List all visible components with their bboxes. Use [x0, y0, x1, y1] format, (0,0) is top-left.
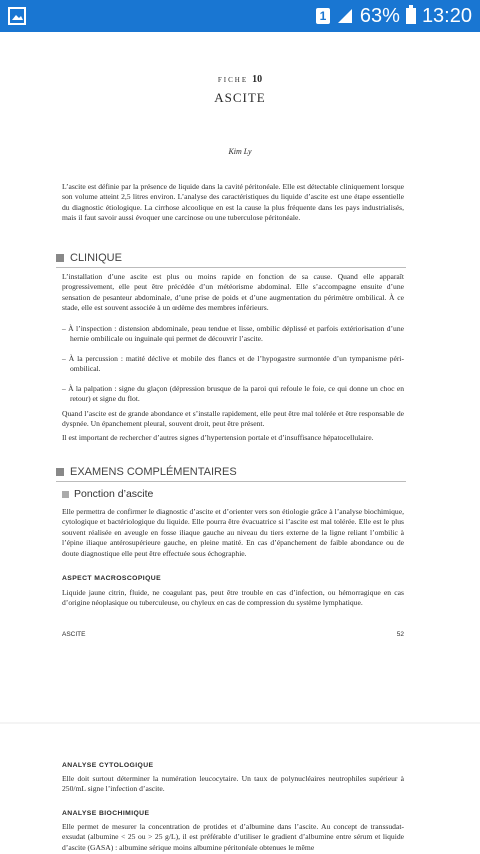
page-number: 52	[396, 631, 404, 638]
bullet-inspection: – À l’inspection : distension abdominale, peau tendue et lisse, ombilic déplissé et parfois extériorisation d’une hernie ombilicale ou inguinale qui permet de découvrir l’ascite.	[62, 324, 404, 344]
aspect-heading: ASPECT MACROSCOPIQUE	[62, 575, 162, 582]
gallery-icon	[8, 7, 26, 25]
bullet-percussion: – À la percussion : matité déclive et mobile des flancs et de l’hypogastre surmontée d’un tympanisme péri-ombilical.	[62, 354, 404, 374]
document-page[interactable]	[0, 32, 480, 722]
page-title: ASCITE	[214, 90, 266, 105]
signal-icon	[336, 8, 354, 24]
battery-icon	[406, 8, 416, 24]
bio-heading: ANALYSE BIOCHIMIQUE	[62, 810, 150, 817]
cyto-paragraph: Elle doit surtout déterminer la numération leucocytaire. Un taux de polynucléaires neutrophiles supérieur à 250/mL signe l’infection d’ascite.	[62, 774, 404, 794]
author: Kim Ly	[228, 147, 252, 156]
clinique-paragraph: L’installation d’une ascite est plus ou moins rapide en fonction de sa cause. Quand elle apparaît progressivement, elle peut être précédée d’un météorisme abdominal. Elle s’accompagne ensuite d’une sensation de pesanteur abdominale, d’une prise de poids et d’une augmentation du périmètre ombilical. À ce stade, elle est souvent associée à un œdème des membres inférieurs.	[62, 272, 404, 313]
section-examens: EXAMENS COMPLÉMENTAIRES	[56, 466, 237, 478]
clock: 13:20	[421, 4, 472, 27]
intro-paragraph: L’ascite est définie par la présence de liquide dans la cavité péritonéale. Elle est détectable cliniquement lorsque son volume atteint 2,5 litres environ. L’analyse des caractéristiques du liquide d’ascite est une étape essentielle du diagnostic étiologique. La cirrhose alcoolique en est la cause la plus fréquente dans les pays industrialisés, mais il faut savoir aussi évoquer une carcinose ou une tuberculose péritonéale.	[62, 182, 404, 223]
clinique-paragraph-3: Il est important de rechercher d’autres signes d’hypertension portale et d’insuffisance hépatocellulaire.	[62, 433, 374, 442]
battery-percent: 63%	[359, 4, 400, 27]
document-page-2[interactable]	[0, 724, 480, 854]
sim-icon: 1	[316, 8, 330, 24]
cyto-heading: ANALYSE CYTOLOGIQUE	[62, 762, 154, 769]
subsection-ponction: Ponction d’ascite	[62, 488, 153, 500]
page-footer	[62, 631, 404, 638]
status-bar	[0, 0, 480, 32]
bullet-palpation: – À la palpation : signe du glaçon (dépression brusque de la paroi qui refoule le foie, ce qui donne un choc en retour) et signe du flot.	[62, 384, 404, 404]
bio-paragraph: Elle permet de mesurer la concentration de protides et d’albumine dans l’ascite. Au concept de transsudat-exsudat (albumine < 25 ou > 25 g/L), il est préférable d’utiliser le gradient d’albumine entre sérum et liquide d’ascite (GASA) : albumine sérique moins albumine péritonéale obtenues le même	[62, 822, 404, 852]
section-clinique: CLINIQUE	[56, 252, 122, 264]
ponction-paragraph: Elle permettra de confirmer le diagnostic d’ascite et d’orienter vers son étiologie grâce à l’analyse biochimique, cytologique et bactériologique du liquide. Elle pourra être évacuatrice si l’ascite est mal tolérée. Elle est le plus souvent réalisée en aveugle en fosse iliaque gauche au niveau du tiers externe de la ligne reliant l’ombilic à l’épine iliaque antérosupérieure gauche, en pleine matité. En cas d’épanchement de faible abondance ou de doute diagnostique elle peut être effectuée sous échographie.	[62, 507, 404, 558]
footer-left: ASCITE	[62, 631, 86, 638]
aspect-paragraph: Liquide jaune citrin, fluide, ne coagulant pas, peut être trouble en cas d’infection, ou hémorragique en cas d’origine néoplasique ou tuberculeuse, ou chyleux en cas de compression du système lymphatique.	[62, 588, 404, 608]
fiche-label: FICHE 10	[217, 74, 263, 85]
clinique-paragraph-2: Quand l’ascite est de grande abondance et s’installe rapidement, elle peut être mal tolérée et être responsable de dyspnée. Un épanchement pleural, souvent droit, peut être présent.	[62, 409, 404, 429]
fiche-number: 10	[252, 74, 263, 85]
